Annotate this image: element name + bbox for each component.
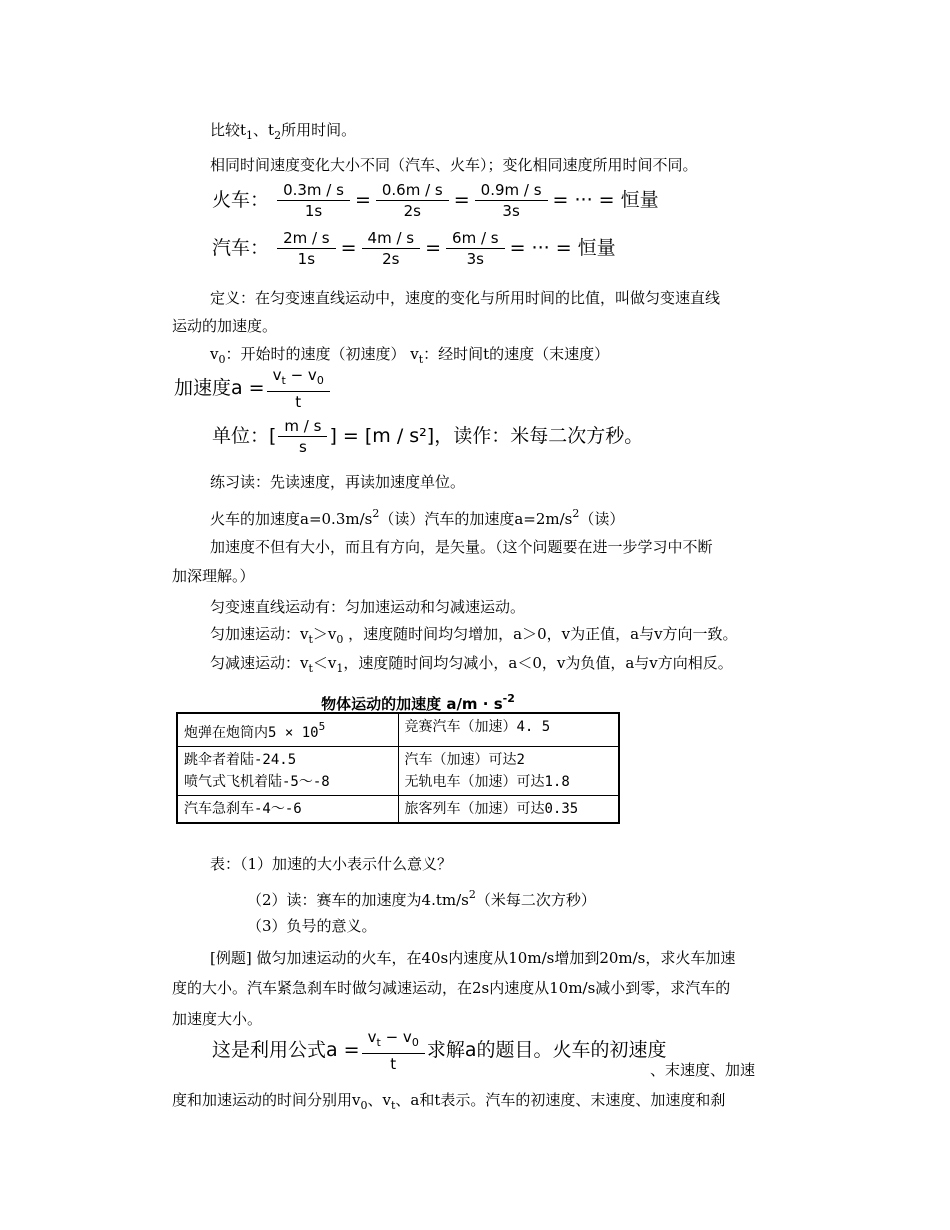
table-row [177, 747, 619, 796]
fraction: $\frac{0.3m / s}{1s}$ [277, 181, 350, 220]
definition-line-2: 运动的加速度。 [172, 317, 278, 335]
example-line-2: 度的大小。汽车紧急刹车时做匀减速运动，在2s内速度从10m/s减小到零，求汽车的 [172, 979, 731, 997]
question-2: （2）读：赛车的加速度为$4.tm/s^2$（米每二次方秒） [247, 888, 596, 909]
fraction: $\frac{2m / s}{1s}$ [277, 229, 336, 268]
velocity-definitions: $v_0$：开始时的速度（初速度） $v_t$：经时间t的速度（末速度） [210, 345, 610, 366]
fraction: $\frac{4m / s}{2s}$ [362, 229, 421, 268]
uniform-acceleration-line: 匀加速运动：$v_t>v_0$ ，速度随时间均匀增加，a＞0，v为正值，a与v方向一致。 [210, 625, 738, 646]
question-1: 表：（1）加速的大小表示什么意义？ [210, 855, 453, 873]
text: 所用时间。 [281, 121, 357, 139]
table-title: 物体运动的加速度 $a/m \cdot s^{-2}$ [321, 692, 515, 713]
last-line-1: 、末速度、加速 [650, 1061, 756, 1079]
subscript: 2 [274, 129, 282, 142]
table-cell: 汽车急刹车-4～-6 [177, 796, 398, 824]
table-cell: 竞赛汽车（加速）4. 5 [398, 713, 619, 747]
reading-line: 火车的加速度$a=0.3m/s^2$（读）汽车的加速度$a=2m/s^2$（读） [210, 507, 625, 528]
subscript: 1 [246, 129, 254, 142]
table-cell: 跳伞者着陆-24.5 喷气式飞机着陆-5～-8 [177, 747, 398, 796]
formula-label: 汽车： [212, 237, 270, 259]
fraction: $\frac{v_t - v_0}{t}$ [267, 366, 330, 411]
question-3: （3）负号的意义。 [247, 917, 377, 935]
compare-times-line [210, 120, 356, 146]
last-line-2: 度和加速运动的时间分别用$v_0$、$v_t$、a和t表示。汽车的初速度、末速度、加速度和刹 [172, 1091, 726, 1112]
fraction: $\frac{v_t - v_0}{t}$ [362, 1028, 425, 1073]
car-formula: 汽车： $\frac{2m / s}{1s}$ = $\frac{4m / s}{2s}$ = $\frac{6m / s}{3s}$ = ··· = 恒量 [212, 229, 616, 268]
table-row [177, 796, 619, 824]
acceleration-table-grid [176, 712, 620, 824]
practice-line: 练习读：先读速度，再读加速度单位。 [210, 473, 466, 491]
definition-line-1: 定义：在匀变速直线运动中，速度的变化与所用时间的比值，叫做匀变速直线 [210, 289, 721, 307]
table-cell: 汽车（加速）可达2 无轨电车（加速）可达1.8 [398, 747, 619, 796]
example-line-1: [例题] 做匀加速运动的火车，在40s内速度从10m/s增加到20m/s，求火车加速 [210, 949, 736, 967]
fraction: $\frac{m / s}{s}$ [278, 417, 327, 456]
train-formula: 火车： $\frac{0.3m / s}{1s}$ = $\frac{0.6m / s}{2s}$ = $\frac{0.9m / s}{3s}$ = ··· = 恒量 [212, 181, 659, 220]
acceleration-formula: 加速度a = $\frac{v_t - v_0}{t}$ [174, 366, 332, 411]
fraction: $\frac{6m / s}{3s}$ [446, 229, 505, 268]
vector-line-1: 加速度不但有大小，而且有方向，是矢量。（这个问题要在进一步学习中不断 [210, 538, 713, 556]
types-line: 匀变速直线运动有：匀加速运动和匀减速运动。 [210, 598, 526, 616]
table-cell: 炮弹在炮筒内$5 \times 10^5$ [177, 713, 398, 747]
table-cell: 旅客列车（加速）可达0.35 [398, 796, 619, 824]
vector-line-2: 加深理解。） [172, 567, 255, 585]
paragraph-line: 相同时间速度变化大小不同（汽车、火车）；变化相同速度所用时间不同。 [210, 156, 698, 174]
formula-label: 火车： [212, 189, 270, 211]
text: 、t [253, 121, 275, 139]
fraction: $\frac{0.9m / s}{3s}$ [475, 181, 548, 220]
table-row [177, 713, 619, 747]
example-line-3: 加速度大小。 [172, 1010, 263, 1028]
uniform-deceleration-line: 匀减速运动：$v_t<v_1$，速度随时间均匀减小，a＜0，v为负值，a与v方向相反。 [210, 654, 733, 675]
text: 比较t [210, 121, 247, 139]
unit-formula: 单位：[ $\frac{m / s}{s}$ ] = [m / s²]，读作：米每二次方秒。 [212, 417, 644, 456]
solve-formula: 这是利用公式a = $\frac{v_t - v_0}{t}$ 求解a的题目。火车的初速度 [212, 1028, 667, 1073]
acceleration-table [176, 688, 620, 824]
fraction: $\frac{0.6m / s}{2s}$ [376, 181, 449, 220]
